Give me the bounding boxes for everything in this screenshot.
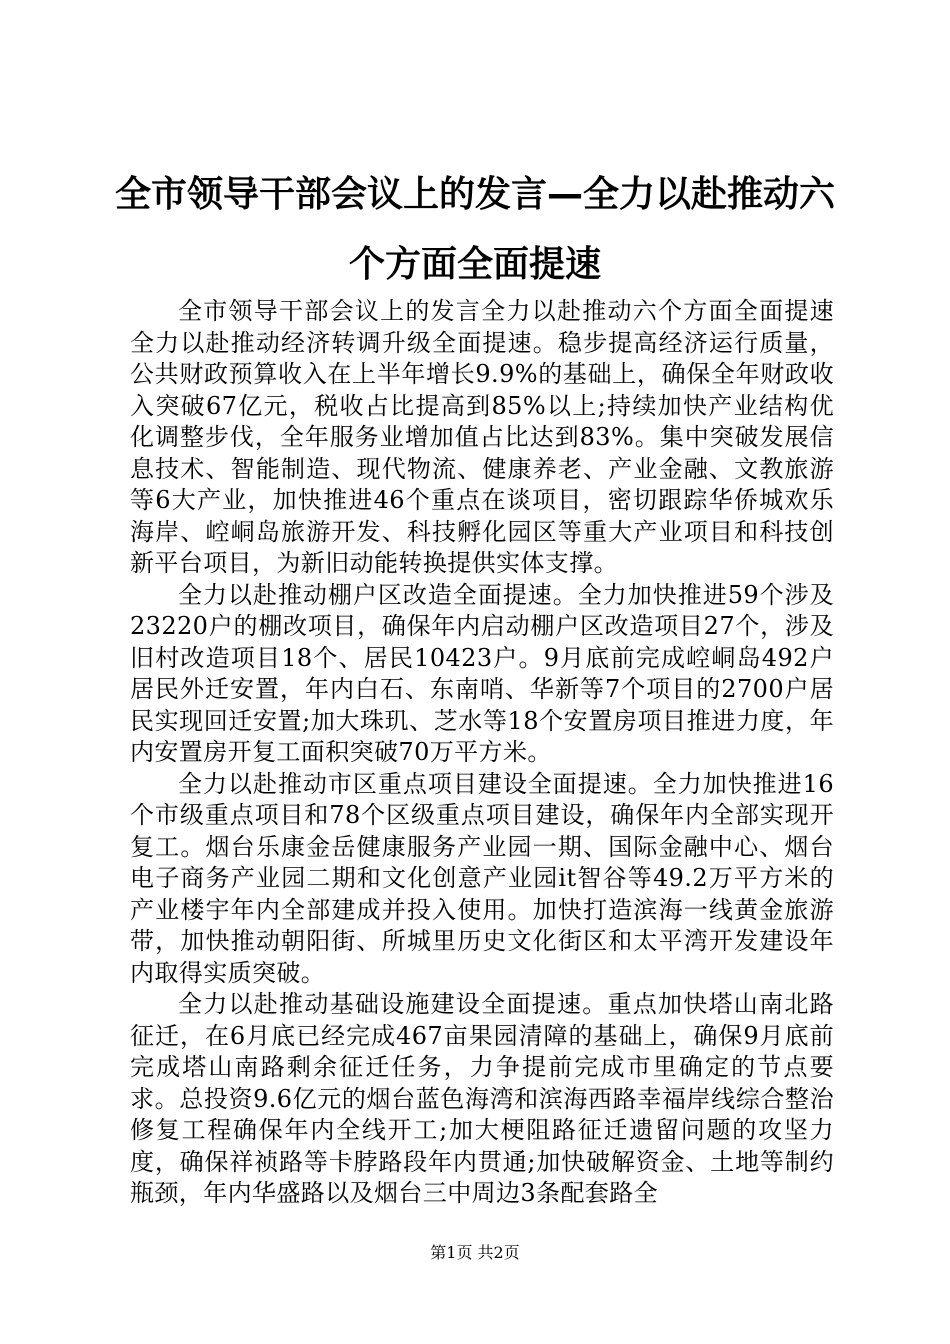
document-title: 全市领导干部会议上的发言—全力以赴推动六个方面全面提速 bbox=[115, 174, 836, 285]
page-number-footer: 第1页 共2页 bbox=[430, 1243, 520, 1262]
paragraph-2: 全力以赴推动棚户区改造全面提速。全力加快推进59个涉及23220户的棚改项目，确保年内启动棚户区改造项目27个，涉及旧村改造项目18个、居民10423户。9月底前完成崆峒岛492户居民外迁安置，年内白石、东南哨、华新等7个项目的2700户居民实现回迁安置;加大珠玑、芝水等18个安置房项目推进力度，年内安置房开复工面积突破70万平方米。 bbox=[130, 580, 834, 766]
paragraph-1: 全市领导干部会议上的发言全力以赴推动六个方面全面提速全力以赴推动经济转调升级全面提速。稳步提高经济运行质量，公共财政预算收入在上半年增长9.9%的基础上，确保全年财政收入突破67亿元，税收占比提高到85%以上;持续加快产业结构优化调整步伐，全年服务业增加值占比达到83%。集中突破发展信息技术、智能制造、现代物流、健康养老、产业金融、文教旅游等6大产业，加快推进46个重点在谈项目，密切跟踪华侨城欢乐海岸、崆峒岛旅游开发、科技孵化园区等重大产业项目和科技创新平台项目，为新旧动能转换提供实体支撑。 bbox=[130, 297, 834, 577]
document-body bbox=[130, 296, 834, 1207]
paragraph-4: 全力以赴推动基础设施建设全面提速。重点加快塔山南北路征迁，在6月底已经完成467亩果园清障的基础上，确保9月底前完成塔山南路剩余征迁任务，力争提前完成市里确定的节点要求。总投资9.6亿元的烟台蓝色海湾和滨海西路幸福岸线综合整治修复工程确保年内全线开工;加大梗阻路征迁遗留问题的攻坚力度，确保祥祯路等卡脖路段年内贯通;加快破解资金、土地等制约瓶颈，年内华盛路以及烟台三中周边3条配套路全 bbox=[130, 990, 834, 1207]
paragraph-3: 全力以赴推动市区重点项目建设全面提速。全力加快推进16个市级重点项目和78个区级重点项目建设，确保年内全部实现开复工。烟台乐康金岳健康服务产业园一期、国际金融中心、烟台电子商务产业园二期和文化创意产业园it智谷等49.2万平方米的产业楼宇年内全部建成并投入使用。加快打造滨海一线黄金旅游带，加快推动朝阳街、所城里历史文化街区和太平湾开发建设年内取得实质突破。 bbox=[130, 769, 834, 987]
